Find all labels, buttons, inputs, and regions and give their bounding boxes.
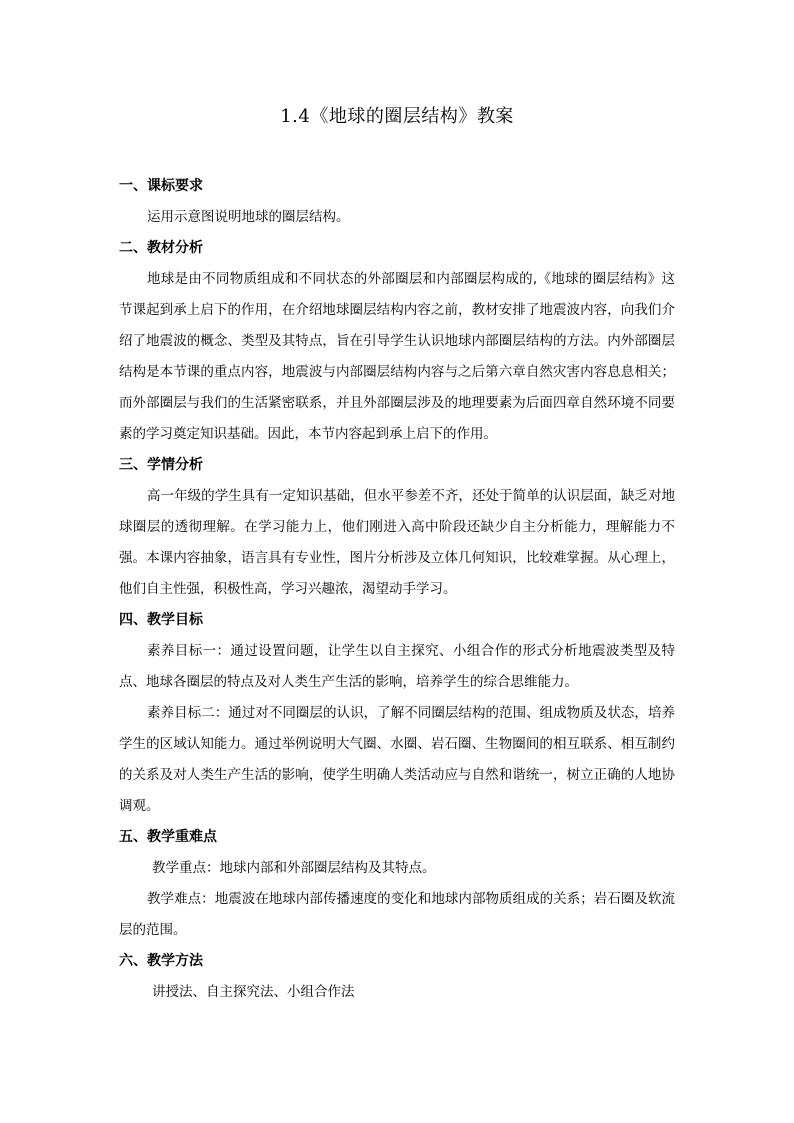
section-teaching-methods (119, 946, 675, 1008)
section-paragraph: 素养目标一：通过设置问题，让学生以自主探究、小组合作的形式分析地震波类型及特点、地球各圈层的特点及对人类生产生活的影响，培养学生的综合思维能力。 (119, 643, 675, 690)
section-paragraph: 运用示意图说明地球的圈层结构。 (147, 209, 350, 225)
section-paragraph: 地球是由不同物质组成和不同状态的外部圈层和内部圈层构成的,《地球的圈层结构》这节课起到承上启下的作用，在介绍地球圈层结构内容之前，教材安排了地震波内容，向我们介绍了地震波的概念、类型及其特点，旨在引导学生认识地球内部圈层结构的方法。内外部圈层结构是本节课的重点内容，地震波与内部圈层结构内容与之后第六章自然灾害内容息息相关；而外部圈层与我们的生活紧密联系，并且外部圈层涉及的地理要素为后面四章自然环境不同要素的学习奠定知识基础。因此，本节内容起到承上启下的作用。 (119, 271, 675, 442)
section-paragraph: 教学重点：地球内部和外部圈层结构及其特点。 (152, 860, 436, 876)
page-title: 1.4《地球的圈层结构》教案 (280, 106, 514, 127)
section-textbook-analysis (119, 233, 675, 450)
section-teaching-objectives (119, 605, 675, 822)
section-heading: 二、教材分析 (119, 240, 203, 256)
section-heading: 四、教学目标 (119, 612, 203, 628)
section-heading: 一、课标要求 (119, 178, 203, 194)
section-heading: 五、教学重难点 (119, 829, 217, 845)
section-key-difficult-points (119, 822, 675, 946)
section-student-analysis (119, 450, 675, 605)
section-paragraph: 高一年级的学生具有一定知识基础，但水平参差不齐，还处于简单的认识层面，缺乏对地球圈层的透彻理解。在学习能力上，他们刚进入高中阶段还缺少自主分析能力，理解能力不强。本课内容抽象，语言具有专业性，图片分析涉及立体几何知识，比较难掌握。从心理上，他们自主性强，积极性高，学习兴趣浓，渴望动手学习。 (119, 488, 675, 597)
section-heading: 三、学情分析 (119, 457, 203, 473)
section-paragraph: 讲授法、自主探究法、小组合作法 (152, 984, 355, 1000)
section-paragraph: 素养目标二：通过对不同圈层的认识，了解不同圈层结构的范围、组成物质及状态，培养学生的区域认知能力。通过举例说明大气圈、水圈、岩石圈、生物圈间的相互联系、相互制约的关系及对人类生产生活的影响，使学生明确人类活动应与自然和谐统一，树立正确的人地协调观。 (119, 705, 675, 814)
section-curriculum-requirements (119, 171, 675, 233)
section-heading: 六、教学方法 (119, 953, 203, 969)
document-body (119, 171, 675, 1008)
section-paragraph: 教学难点：地震波在地球内部传播速度的变化和地球内部物质组成的关系；岩石圈及软流层的范围。 (119, 891, 675, 938)
